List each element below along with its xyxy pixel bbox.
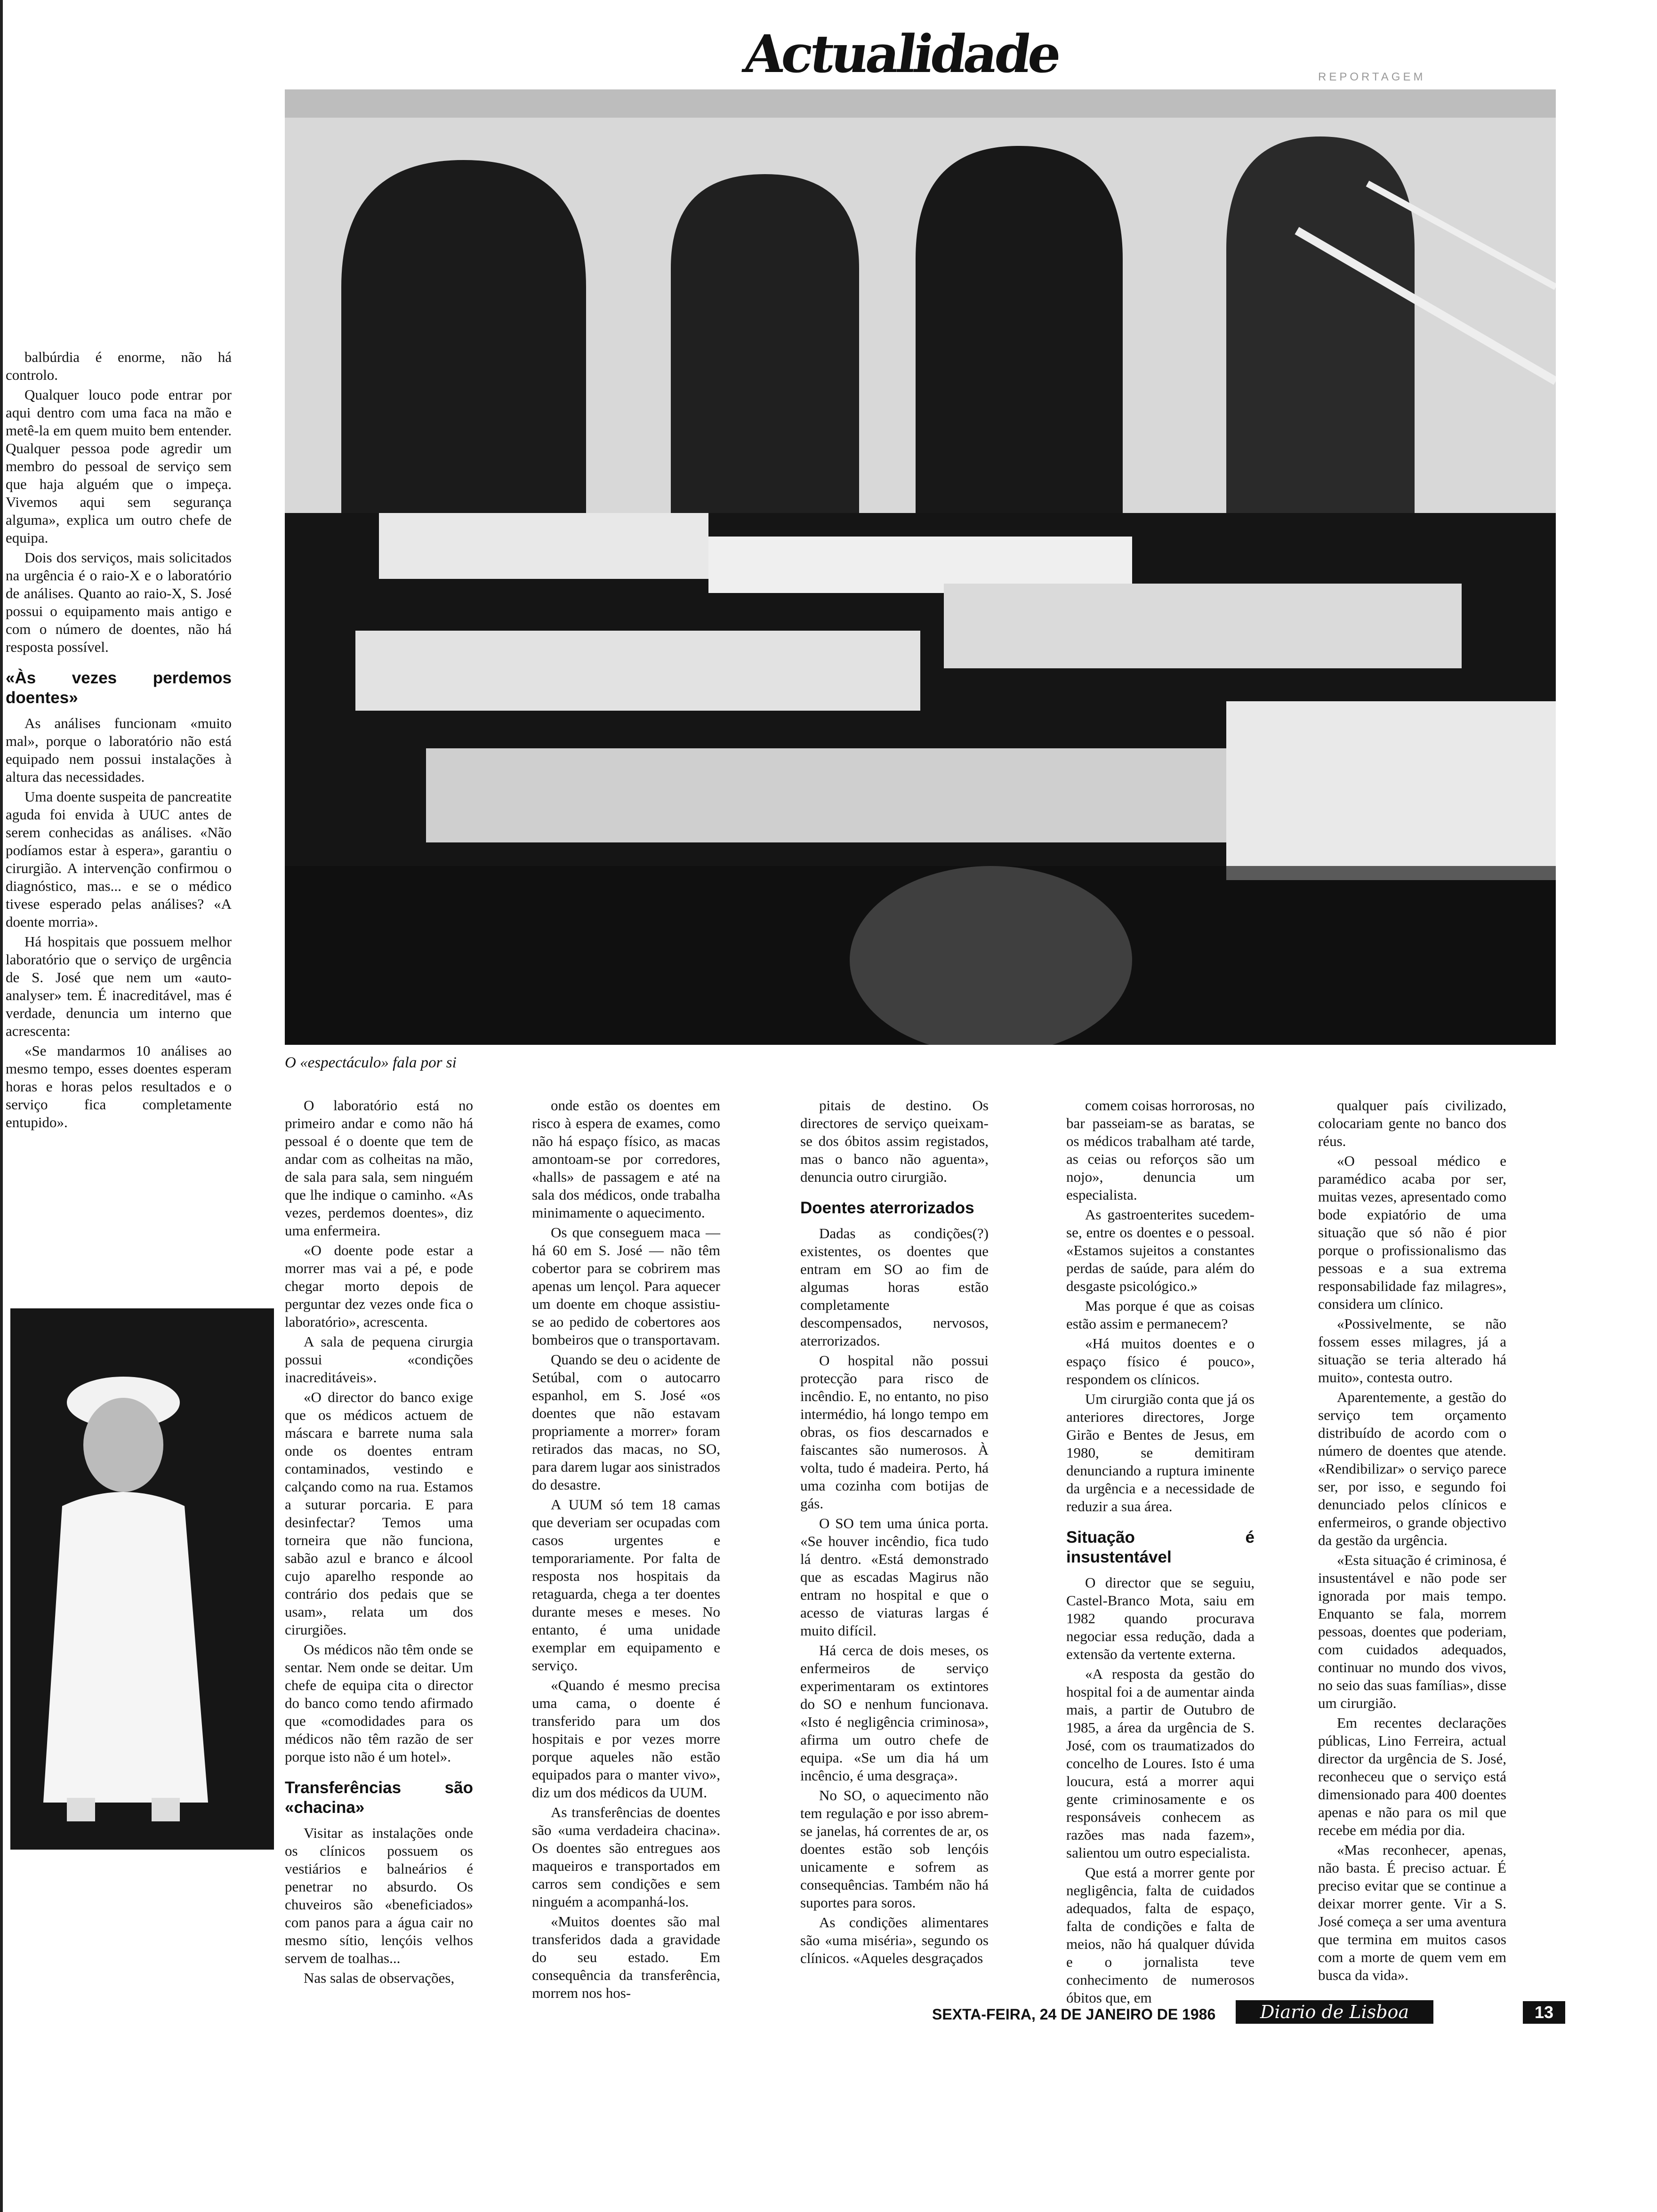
subheading: Situação é insustentável	[1066, 1528, 1255, 1566]
paragraph: «Muitos doentes são mal transferidos dada a gravidade do seu estado. Em consequência da transferência, morrem nos hos-	[532, 1913, 720, 2001]
paragraph: A UUM só tem 18 camas que deveriam ser ocupadas com casos urgentes e temporariamente. Por falta de resposta nos hospitais da retaguarda, chega a ter doentes durante meses e meses. No entanto, é uma unidade exemplar em equipamento e serviço.	[532, 1496, 720, 1674]
section-masthead: Actualidade	[740, 24, 1063, 84]
paragraph: O director que se seguiu, Castel-Branco Mota, saiu em 1982 quando procurava negociar essa redução, dada a extensão da vertente externa.	[1066, 1574, 1255, 1662]
left-column	[6, 348, 232, 1133]
hospital-ward-photo	[285, 89, 1556, 1045]
paragraph: Há hospitais que possuem melhor laboratório que o serviço de urgência de S. José que nem um «auto-analyser» tem. É inacreditável, mas é verdade, denuncia um interno que acrescenta:	[6, 933, 232, 1039]
paragraph: Visitar as instalações onde os clínicos possuem os vestiários e balneários é penetrar no absurdo. Os chuveiros são «beneficiados» com panos para a água cair no mesmo sítio, lençóis velhos servem de toalhas...	[285, 1825, 473, 1966]
column-5	[1318, 1097, 1506, 1986]
paragraph: O laboratório está no primeiro andar e como não há pessoal é o doente que tem de andar com as colheitas na mão, de sala para sala, sem ninguém que lhe indique o caminho. «As vezes, perdemos doentes», diz uma enfermeira.	[285, 1097, 473, 1239]
page-number: 13	[1523, 2001, 1565, 2024]
subheading: Doentes aterrorizados	[800, 1199, 974, 1217]
paragraph: «O pessoal médico e paramédico acaba por ser, muitas vezes, apresentado como bode expiatório de uma situação que só não é pior porque o profissionalismo das pessoas e a sua extrema responsabilidade faz milagres», considera um clínico.	[1318, 1153, 1506, 1312]
paragraph: Em recentes declarações públicas, Lino Ferreira, actual director da urgência de S. José, reconheceu que o serviço está dimensionado para 400 doentes apenas e não para os mil que recebe em média por dia.	[1318, 1715, 1506, 1838]
paragraph: «Mas reconhecer, apenas, não basta. É preciso actuar. É preciso evitar que se continue a deixar morrer gente. Vir a S. José começa a ser uma aventura que termina em muitos casos com a morte de quem vem em busca da vida».	[1318, 1842, 1506, 1983]
column-1	[285, 1097, 473, 1989]
paragraph: O hospital não possui protecção para risco de incêndio. E, no entanto, no piso intermédio, há longo tempo em obras, os fios descarnados e faiscantes são numerosos. À volta, tudo é madeira. Perto, há uma cozinha com botijas de gás.	[800, 1352, 989, 1512]
page-edge-rule	[0, 0, 3, 2212]
paragraph: As transferências de doentes são «uma verdadeira chacina». Os doentes são entregues aos maqueiros e transportados em carros sem condições e sem ninguém a acompanhá-los.	[532, 1804, 720, 1910]
paragraph: A sala de pequena cirurgia possui «condições inacreditáveis».	[285, 1333, 473, 1386]
newspaper-flag: Diario de Lisboa	[1236, 2000, 1433, 2024]
section-tag: REPORTAGEM	[1318, 71, 1426, 83]
paragraph: Dadas as condições(?) existentes, os doentes que entram em SO ao fim de algumas horas estão completamente descompensados, nervosos, aterrorizados.	[800, 1225, 989, 1349]
nurse-photo	[10, 1308, 274, 1850]
subheading: Transferências são «chacina»	[285, 1779, 473, 1817]
paragraph: Aparentemente, a gestão do serviço tem orçamento distribuído de acordo com o número de doentes que atende. «Rendibilizar» o serviço parece ser, por isso, e segundo foi denunciado pelos clínicos e enfermeiros, o grande objectivo da gestão da urgência.	[1318, 1389, 1506, 1548]
paragraph: comem coisas horrorosas, no bar passeiam-se as baratas, se os médicos trabalham até tarde, as ceias ou reforços são um nojo», denuncia um especialista.	[1066, 1097, 1255, 1203]
paragraph: Os médicos não têm onde se sentar. Nem onde se deitar. Um chefe de equipa cita o director do banco como tendo afirmado que «comodidades para os médicos não têm razão de ser porque isto não é um hotel».	[285, 1641, 473, 1765]
paragraph: onde estão os doentes em risco à espera de exames, como não há espaço físico, as macas amontoam-se por corredores, «halls» de passagem e até na sala dos médicos, onde trabalha minimamente o aquecimento.	[532, 1097, 720, 1221]
subheading: «Às vezes perdemos doentes»	[6, 669, 232, 707]
paragraph: qualquer país civilizado, colocariam gente no banco dos réus.	[1318, 1097, 1506, 1149]
paragraph: Quando se deu o acidente de Setúbal, com o autocarro espanhol, em S. José «os doentes que não estavam propriamente a morrer» foram retirados das macas, no SO, para darem lugar aos sinistrados do desastre.	[532, 1351, 720, 1493]
paragraph: No SO, o aquecimento não tem regulação e por isso abrem-se janelas, há correntes de ar, os doentes estão sob lençóis unicamente e sofrem as consequências. Também não há suportes para soros.	[800, 1787, 989, 1911]
paragraph: O SO tem uma única porta. «Se houver incêndio, fica tudo lá dentro. «Está demonstrado que as escadas Magirus não entram no hospital e que o acesso de viaturas largas é muito difícil.	[800, 1515, 989, 1639]
paragraph: Um cirurgião conta que já os anteriores directores, Jorge Girão e Bentes de Jesus, em 1980, se demitiram denunciando a ruptura iminente da urgência e a necessidade de reduzir a sua área.	[1066, 1391, 1255, 1515]
paragraph: Qualquer louco pode entrar por aqui dentro com uma faca na mão e metê-la em quem muito bem entender. Qualquer pessoa pode agredir um membro do pessoal de serviço sem que haja alguém que o impeça. Vivemos aqui sem segurança alguma», explica um outro chefe de equipa.	[6, 386, 232, 546]
paragraph: Que está a morrer gente por negligência, falta de cuidados adequados, falta de espaço, falta de condições e falta de meios, não há qualquer dúvida e o jornalista teve conhecimento de numerosos óbitos que, em	[1066, 1864, 1255, 2006]
paragraph: Nas salas de observações,	[304, 1970, 455, 1986]
paragraph: «Há muitos doentes e o espaço físico é pouco», respondem os clínicos.	[1066, 1335, 1255, 1387]
paragraph: pitais de destino. Os directores de serviço queixam-se dos óbitos assim registados, mas o banco não aguenta», denuncia outro cirurgião.	[800, 1097, 989, 1185]
paragraph: «O doente pode estar a morrer mas vai a pé, e pode chegar morto depois de perguntar dez vezes onde fica o laboratório», acrescenta.	[285, 1242, 473, 1330]
footer-date: SEXTA-FEIRA, 24 DE JANEIRO DE 1986	[932, 2006, 1216, 2023]
photo-caption: O «espectáculo» fala por si	[285, 1054, 457, 1071]
paragraph: «Possivelmente, se não fossem esses milagres, já a situação se teria alterado há muito», contesta outro.	[1318, 1315, 1506, 1386]
column-2	[532, 1097, 720, 2004]
paragraph: As análises funcionam «muito mal», porque o laboratório não está equipado nem possui instalações à altura das necessidades.	[6, 715, 232, 785]
paragraph: Os que conseguem maca — há 60 em S. José — não têm cobertor para se cobrirem mas apenas um lençol. Para aquecer um doente em choque assistiu-se ao pedido de cobertores aos bombeiros que o transportavam.	[532, 1224, 720, 1348]
column-3	[800, 1097, 989, 1969]
paragraph: Uma doente suspeita de pancreatite aguda foi envida à UUC antes de serem conhecidas as análises. «Não podíamos estar à espera», garantiu o cirurgião. A intervenção confirmou o diagnóstico, mas... e se o médico tivese esperado pelas análises? «A doente morria».	[6, 788, 232, 930]
paragraph: Mas porque é que as coisas estão assim e permanecem?	[1066, 1298, 1255, 1332]
paragraph: As condições alimentares são «uma miséria», segundo os clínicos. «Aqueles desgraçados	[800, 1914, 989, 1966]
paragraph: «O director do banco exige que os médicos actuem de máscara e barrete numa sala onde os doentes entram contaminados, vestindo e calçando como na rua. Estamos a suturar porcaria. E para desinfectar? Temos uma torneira que não funciona, sabão azul e branco e álcool cujo aparelho responde ao contrário dos pedais que se usam», relata um dos cirurgiões.	[285, 1389, 473, 1638]
paragraph: Dois dos serviços, mais solicitados na urgência é o raio-X e o laboratório de análises. Quanto ao raio-X, S. José possui o equipamento mais antigo e com o número de doentes, não há resposta possível.	[6, 549, 232, 655]
paragraph: «Esta situação é criminosa, é insustentável e não pode ser ignorada por mais tempo. Enquanto se fala, morrem pessoas, doentes que poderiam, com cuidados adequados, continuar no mundo dos vivos, no seio das suas famílias», disse um cirurgião.	[1318, 1552, 1506, 1711]
paragraph: Há cerca de dois meses, os enfermeiros de serviço experimentaram os extintores do SO e nenhum funcionava. «Isto é negligência criminosa», afirma um outro chefe de equipa. «Se um dia há um incêncio, é uma desgraça».	[800, 1642, 989, 1784]
paragraph: «Quando é mesmo precisa uma cama, o doente é transferido para um dos hospitais e por vezes morre porque aqueles não estão equipados para o manter vivo», diz um dos médicos da UUM.	[532, 1677, 720, 1801]
paragraph: «A resposta da gestão do hospital foi a de aumentar ainda mais, a partir de Outubro de 1985, a área da urgência de S. José, com os traumatizados do concelho de Loures. Isto é uma loucura, está a morrer aqui gente criminosamente e os responsáveis conhecem as razões mas nada fazem», salientou um outro especialista.	[1066, 1666, 1255, 1861]
paragraph: As gastroenterites sucedem-se, entre os doentes e o pessoal. «Estamos sujeitos a constantes perdas de saúde, para além do desgaste psicológico.»	[1066, 1206, 1255, 1294]
paragraph: balbúrdia é enorme, não há controlo.	[6, 349, 232, 383]
column-4	[1066, 1097, 1255, 2009]
paragraph: «Se mandarmos 10 análises ao mesmo tempo, esses doentes esperam horas e horas pelos resultados e o serviço fica completamente entupido».	[6, 1042, 232, 1130]
